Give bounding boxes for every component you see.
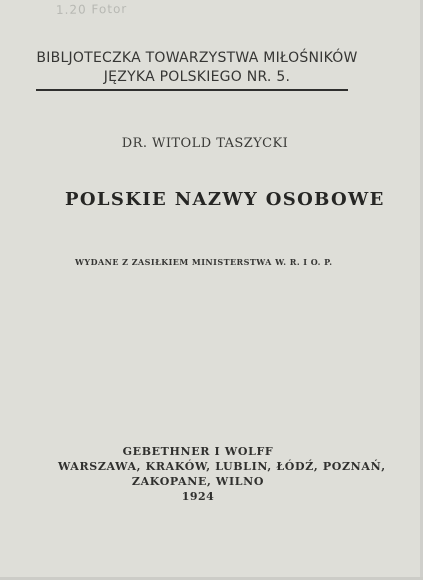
handwritten-pencil-note: 1.20 Fotor <box>55 1 128 18</box>
author-name: DR. WITOLD TASZYCKI <box>121 136 289 151</box>
publication-year: 1924 <box>181 490 215 503</box>
publisher-imprint <box>58 444 386 504</box>
publisher-name: GEBETHNER I WOLFF <box>122 445 274 458</box>
ministry-subsidy-note: WYDANE Z ZASIŁKIEM MINISTERSTWA W. R. I O. P. <box>75 257 333 267</box>
series-line-1: BIBLJOTECZKA TOWARZYSTWA MIŁOŚNIKÓW <box>36 50 358 66</box>
horizontal-rule <box>36 89 348 91</box>
publisher-cities-line-1: WARSZAWA, KRAKÓW, LUBLIN, ŁÓDŹ, POZNAŃ, <box>58 460 386 473</box>
series-heading <box>28 49 366 87</box>
publisher-cities-line-2: ZAKOPANE, WILNO <box>131 475 265 488</box>
book-title: POLSKIE NAZWY OSOBOWE <box>65 189 385 211</box>
series-line-2: JĘZYKA POLSKIEGO NR. 5. <box>103 69 291 85</box>
